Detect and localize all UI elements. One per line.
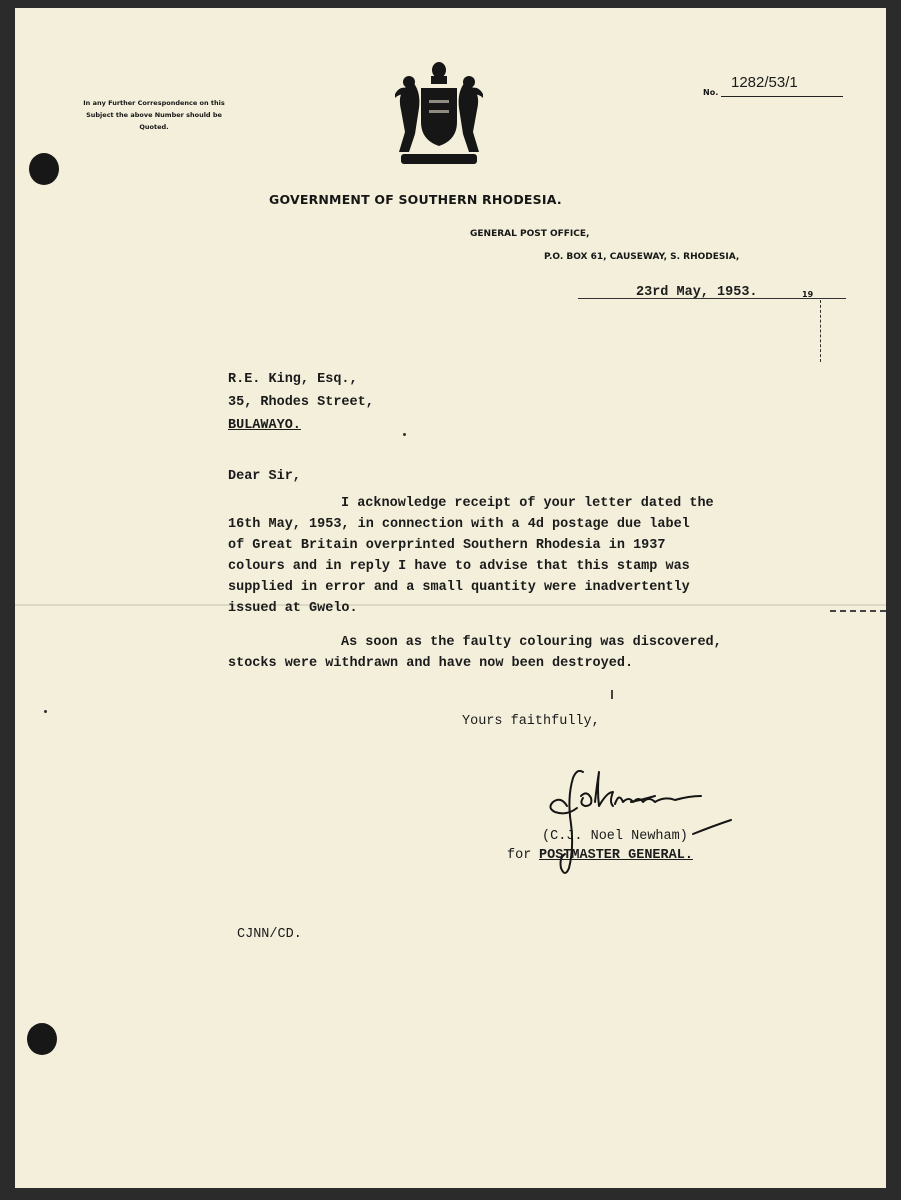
reference-note-line: In any Further Correspondence on this <box>83 99 225 107</box>
coat-of-arms-emblem <box>393 60 485 168</box>
recipient-name: R.E. King, Esq., <box>228 372 358 387</box>
office-address: P.O. BOX 61, CAUSEWAY, S. RHODESIA, <box>544 252 740 262</box>
office-name: GENERAL POST OFFICE, <box>470 229 590 239</box>
recipient-city: BULAWAYO. <box>228 418 301 433</box>
body-paragraph <box>228 496 828 626</box>
reference-note-line: Subject the above Number should be <box>86 111 222 119</box>
paragraph-line: of Great Britain overprinted Southern Rhodesia in 1937 <box>228 538 666 553</box>
ink-dot <box>44 710 47 713</box>
body-paragraph <box>228 635 828 685</box>
letter-sheet <box>15 8 886 1188</box>
ink-dot <box>611 690 613 699</box>
paragraph-line: I acknowledge receipt of your letter dated the <box>341 496 714 511</box>
fold-mark <box>830 610 886 612</box>
paragraph-line: stocks were withdrawn and have now been destroyed. <box>228 656 634 671</box>
paragraph-line: 16th May, 1953, in connection with a 4d postage due label <box>228 517 690 532</box>
paragraph-line: colours and in reply I have to advise that this stamp was <box>228 559 690 574</box>
reference-number: 1282/53/1 <box>731 74 798 91</box>
salutation: Dear Sir, <box>228 469 301 484</box>
paragraph-line: As soon as the faulty colouring was discovered, <box>341 635 722 650</box>
reference-note-line: Quoted. <box>139 123 169 131</box>
date-vertical-rule <box>820 300 821 362</box>
recipient-street: 35, Rhodes Street, <box>228 395 374 410</box>
paragraph-line: issued at Gwelo. <box>228 601 358 616</box>
punch-hole-bottom <box>27 1023 57 1055</box>
signatory-name: (C.J. Noel Newham) <box>542 829 688 844</box>
signatory-for: for <box>507 848 532 863</box>
reference-prefix: No. <box>703 88 719 97</box>
reference-note <box>29 97 279 133</box>
reference-rule <box>721 96 843 97</box>
closing: Yours faithfully, <box>462 714 600 729</box>
reference-initials: CJNN/CD. <box>237 927 302 942</box>
signatory-title: POSTMASTER GENERAL. <box>539 848 693 863</box>
ink-dot <box>403 433 406 436</box>
punch-hole-top <box>29 153 59 185</box>
date-suffix: 19 <box>802 290 814 299</box>
paragraph-line: supplied in error and a small quantity were inadvertently <box>228 580 690 595</box>
government-heading: GOVERNMENT OF SOUTHERN RHODESIA. <box>269 192 562 207</box>
letter-date: 23rd May, 1953. <box>636 285 758 300</box>
